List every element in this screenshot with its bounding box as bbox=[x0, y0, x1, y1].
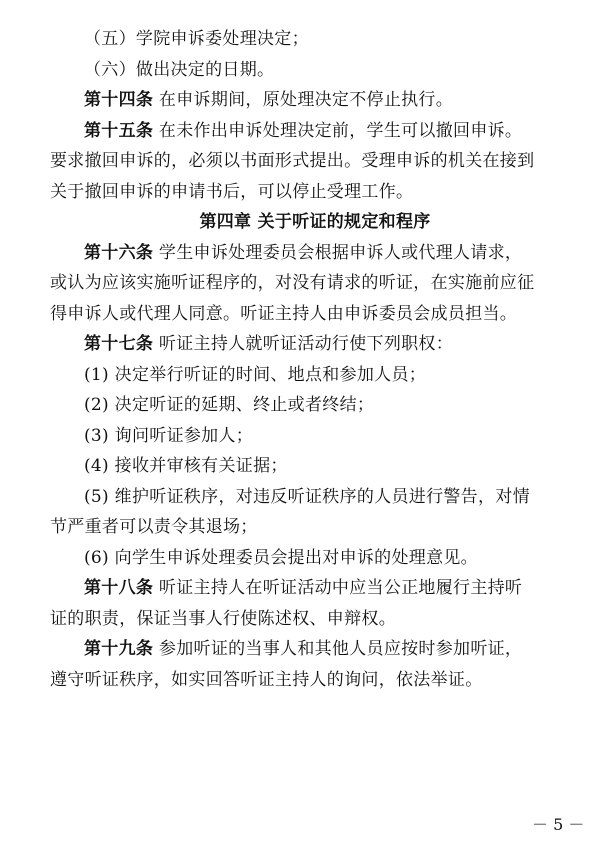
article-number: 第十九条 bbox=[84, 639, 154, 659]
document-body bbox=[50, 24, 580, 695]
paragraph-line: （六）做出决定的日期。 bbox=[84, 59, 275, 80]
article-number: 第十七条 bbox=[84, 334, 154, 354]
article-18: 第十八条 听证主持人在听证活动中应当公正地履行主持听 bbox=[84, 578, 523, 598]
article-number: 第十五条 bbox=[84, 120, 154, 141]
article-14: 第十四条 在申诉期间，原处理决定不停止执行。 bbox=[84, 90, 454, 110]
paragraph-line: 或认为应该实施听证程序的，对没有请求的听证，在实施前应征 bbox=[50, 273, 535, 293]
chapter-heading: 第四章 关于听证的规定和程序 bbox=[199, 212, 431, 232]
paragraph-line: 关于撤回申诉的申请书后，可以停止受理工作。 bbox=[50, 181, 414, 202]
list-item: (5) 维护听证秩序，对违反听证秩序的人员进行警告，对情 bbox=[84, 486, 530, 507]
paragraph-line: 得申诉人或代理人同意。听证主持人由申诉委员会成员担当。 bbox=[50, 303, 518, 324]
paragraph-line: 节严重者可以责令其退场； bbox=[50, 517, 258, 537]
list-item: (1) 决定举行听证的时间、地点和参加人员； bbox=[84, 364, 427, 385]
list-item: (6) 向学生申诉处理委员会提出对申诉的处理意见。 bbox=[84, 547, 478, 568]
article-15: 第十五条 在未作出申诉处理决定前，学生可以撤回申诉。 bbox=[84, 120, 523, 141]
list-item: (3) 询问听证参加人； bbox=[84, 425, 254, 446]
article-17: 第十七条 听证主持人就听证活动行使下列职权： bbox=[84, 334, 454, 354]
paragraph-line: 要求撤回申诉的，必须以书面形式提出。受理申诉的机关在接到 bbox=[50, 151, 535, 171]
page-number: － 5 － bbox=[532, 815, 585, 834]
paragraph-line: （五）学院申诉委处理决定； bbox=[84, 29, 309, 49]
article-19: 第十九条 参加听证的当事人和其他人员应按时参加听证， bbox=[84, 639, 523, 659]
list-item: (4) 接收并审核有关证据； bbox=[84, 456, 288, 476]
paragraph-line: 证的职责，保证当事人行使陈述权、申辩权。 bbox=[50, 608, 396, 629]
paragraph-line: 遵守听证秩序，如实回答听证主持人的询问，依法举证。 bbox=[50, 669, 483, 690]
article-number: 第十四条 bbox=[84, 90, 154, 110]
article-number: 第十八条 bbox=[84, 578, 154, 598]
article-number: 第十六条 bbox=[84, 242, 154, 263]
list-item: (2) 决定听证的延期、终止或者终结； bbox=[84, 395, 375, 415]
article-16: 第十六条 学生申诉处理委员会根据申诉人或代理人请求， bbox=[84, 242, 523, 263]
